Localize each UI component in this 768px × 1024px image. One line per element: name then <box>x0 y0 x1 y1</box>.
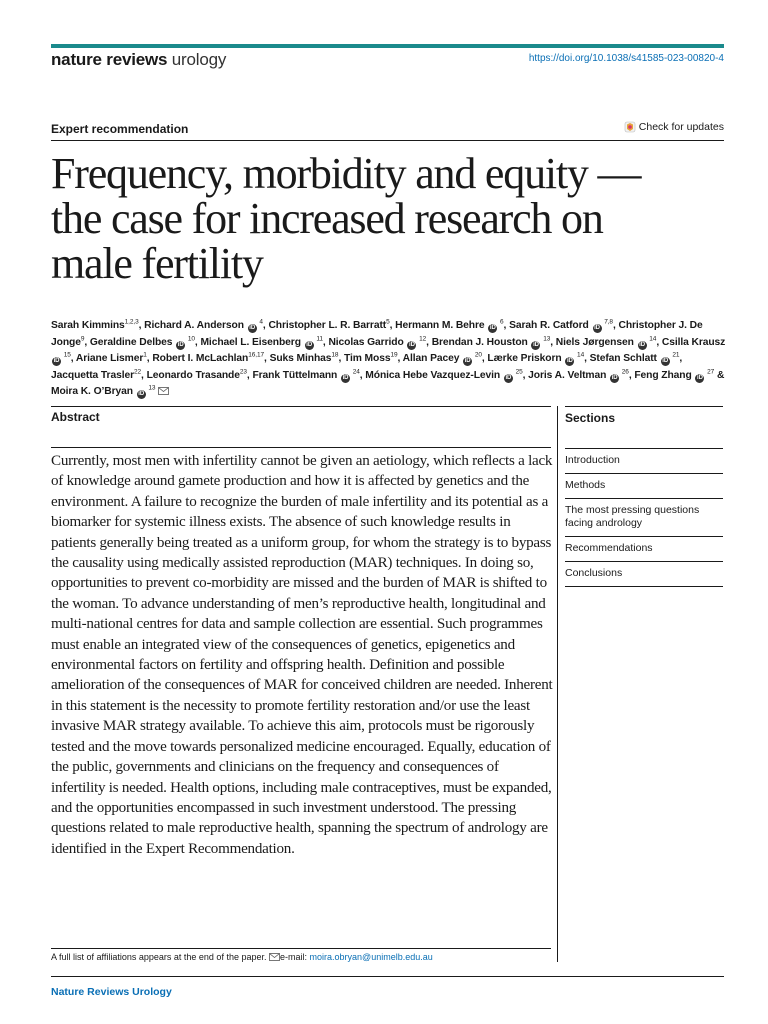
author-affiliation: 23 <box>239 368 247 376</box>
author-entry <box>200 337 322 348</box>
section-link-introduction[interactable]: Introduction <box>565 448 723 473</box>
author-entry <box>51 386 169 397</box>
author-affiliation: 4 <box>257 318 263 326</box>
check-updates-icon <box>624 121 636 133</box>
author-affiliation: 20 <box>473 351 482 359</box>
orcid-icon[interactable]: iD <box>138 391 145 397</box>
section-link-recommendations[interactable]: Recommendations <box>565 536 723 561</box>
author-name[interactable]: Sarah R. Catford <box>509 320 589 331</box>
author-name[interactable]: Michael L. Eisenberg <box>200 336 301 348</box>
author-affiliation: 7,8 <box>602 318 613 326</box>
author-entry <box>403 353 482 364</box>
orcid-icon[interactable]: iD <box>639 341 645 348</box>
author-name[interactable]: Allan Pacey <box>402 353 460 364</box>
author-affiliation: 19 <box>390 351 398 359</box>
journal-name-bold: nature reviews <box>51 50 168 69</box>
abstract-heading-rule <box>51 447 551 448</box>
orcid-icon[interactable]: iD <box>566 358 573 364</box>
author-entry <box>432 337 551 348</box>
orcid-icon[interactable]: iD <box>306 341 313 348</box>
orcid-icon[interactable]: iD <box>662 358 669 364</box>
orcid-icon[interactable]: iD <box>505 374 512 381</box>
author-affiliation: 10 <box>186 335 195 343</box>
author-affiliation: 21 <box>670 351 680 359</box>
column-divider <box>557 406 558 962</box>
journal-name <box>51 50 226 70</box>
author-name[interactable]: Jacquetta Trasler <box>51 369 135 381</box>
author-name[interactable]: Frank Tüttelmann <box>252 369 338 381</box>
author-affiliation: 1 <box>143 351 147 359</box>
author-name[interactable]: Hermann M. Behre <box>395 320 485 331</box>
sections-heading: Sections <box>565 411 616 425</box>
orcid-icon[interactable]: iD <box>533 341 539 348</box>
author-entry <box>590 353 680 364</box>
author-entry <box>556 337 657 348</box>
author-name[interactable]: Robert I. McLachlan <box>152 353 249 364</box>
author-name[interactable]: Nicolas Garrido <box>328 336 404 348</box>
author-entry <box>252 370 359 381</box>
author-name[interactable]: Feng Zhang <box>634 369 692 381</box>
author-affiliation: 14 <box>647 335 657 343</box>
abstract-heading: Abstract <box>51 410 100 424</box>
affiliations-footnote <box>51 952 433 962</box>
author-affiliation: 26 <box>620 368 629 376</box>
author-affiliation: 5 <box>386 318 390 326</box>
journal-name-section: urology <box>171 50 227 69</box>
author-affiliation: 27 <box>705 368 715 376</box>
author-affiliation: 11 <box>314 335 323 343</box>
mail-icon[interactable] <box>158 387 169 395</box>
check-for-updates-button[interactable] <box>624 121 724 133</box>
author-name[interactable]: Brendan J. Houston <box>431 336 528 348</box>
author-name[interactable]: Richard A. Anderson <box>144 320 244 331</box>
author-entry <box>51 320 139 331</box>
author-name[interactable]: Mónica Hebe Vazquez-Levin <box>365 369 501 381</box>
author-name[interactable]: Csilla Krausz <box>661 336 726 348</box>
section-link-conclusions[interactable]: Conclusions <box>565 561 723 587</box>
author-affiliation: 13 <box>146 384 156 392</box>
author-entry <box>344 353 398 364</box>
author-affiliation: 22 <box>134 368 142 376</box>
author-name[interactable]: Moira K. O’Bryan <box>51 386 133 397</box>
author-name[interactable]: Tim Moss <box>343 353 391 364</box>
footer-rule <box>51 976 724 977</box>
article-title: Frequency, morbidity and equity — the case for increased research on male fertility <box>51 149 641 288</box>
author-entry <box>270 353 339 364</box>
email-label: e-mail: <box>280 952 308 962</box>
author-entry <box>144 320 263 331</box>
author-list: Sarah Kimmins$^{1,2,3}$, Richard A. Anderson iD $^4$, Christopher L. R. Barratt$^5$, Hermann M. Behre iD $^6$, Sarah R. Catford iD $^{7,8}$, Christopher J. De Jonge$^9$, Geraldine Delbes iD $^{10}$, Michael L. Eisenberg iD $^{11}$, Nicolas Garrido iD $^{12}$, Brendan J. Houston iD $^{13}$, Niels Jørgensen iD $^{14}$, Csilla Krausz iD $^{15}$, Ariane Lismer$^1$, Robert I. McLachlan$^{16,17}$, Suks Minhas$^{18}$, Tim Moss$^{19}$, Allan Pacey iD $^{20}$, Lærke Priskorn iD $^{14}$, Stefan Schlatt iD $^{21}$, Jacquetta Trasler$^{22}$, Leonardo Trasande$^{23}$, Frank Tüttelmann iD $^{24}$, Mónica Hebe Vazquez-Levin iD $^{25}$, Joris A. Veltman iD $^{26}$, Feng Zhang iD $^{27}$ & Moira K. O’Bryan iD $^{13}$ <box>51 318 731 401</box>
header-accent-bar <box>51 44 724 48</box>
author-affiliation: 24 <box>351 368 360 376</box>
author-entry <box>509 320 613 331</box>
author-affiliation: 18 <box>331 351 339 359</box>
author-name[interactable]: Niels Jørgensen <box>555 336 634 348</box>
corresponding-email-link[interactable]: moira.obryan@unimelb.edu.au <box>309 952 433 962</box>
check-for-updates-label: Check for updates <box>638 121 724 133</box>
author-entry <box>395 320 503 331</box>
section-link-pressing-questions[interactable]: The most pressing questions facing andrology <box>565 498 723 536</box>
author-affiliation: 15 <box>62 351 71 359</box>
orcid-icon[interactable]: iD <box>409 341 415 348</box>
sections-panel <box>565 406 723 587</box>
orcid-icon[interactable]: iD <box>53 358 60 364</box>
author-entry <box>365 370 522 381</box>
orcid-icon[interactable]: iD <box>611 374 618 381</box>
orcid-icon[interactable]: iD <box>177 341 184 348</box>
author-name[interactable]: Lærke Priskorn <box>487 353 562 364</box>
header-divider <box>51 140 724 141</box>
author-affiliation: 25 <box>513 368 523 376</box>
author-affiliation: 16,17 <box>248 351 265 359</box>
author-affiliation: 9 <box>80 335 85 343</box>
orcid-icon[interactable]: iD <box>697 374 703 381</box>
author-entry <box>147 370 247 381</box>
author-name[interactable]: Christopher L. R. Barratt <box>268 320 387 331</box>
author-affiliation: 13 <box>541 335 551 343</box>
author-entry <box>528 370 629 381</box>
orcid-icon[interactable]: iD <box>489 325 496 331</box>
author-entry <box>152 353 264 364</box>
author-affiliation: 1,2,3 <box>124 318 139 326</box>
abstract-top-rule <box>51 406 551 407</box>
author-entry <box>487 353 584 364</box>
author-name[interactable]: Geraldine Delbes <box>89 336 173 348</box>
author-affiliation: 6 <box>498 318 504 326</box>
author-entry <box>51 370 141 381</box>
abstract-text: Currently, most men with infertility cannot be given an aetiology, which reflects a lack of knowledge around gamete production and how it is affected by genetics and the environment. A failure to recognize the burden of male infertility and its potential as a biomarker for systemic illness exists. The absence of such knowledge results in patients generally being treated as a uniform group, for whom the strategy is to bypass the causality using medically assisted reproduction (MAR) techniques. In doing so, opportunities to prevent co-morbidity are missed and the burden of MAR is shifted to the woman. To advance understanding of men’s reproductive health, longitudinal and multi-national centres for data and sample collection are essential. Such programmes must enable an integrated view of the consequences of genetics, epigenetics and environmental factors on fertility and offspring health. Definition and possible amelioration of the consequences of MAR for conceived children are needed. Inherent in this statement is the necessity to promote fertility restoration and/or use the least invasive MAR strategy available. To achieve this aim, protocols must be rigorously tested and the move towards personalized medicine encouraged. Equally, education of the public, governments and clinicians on the frequency and consequences of infertility is needed. Health options, including male contraceptives, must be expanded, and the opportunities encompassed in such investment understood. The pressing questions related to male reproductive health, spanning the spectrum of andrology are identified in the Expert Recommendation. <box>51 453 553 857</box>
mail-icon <box>269 953 280 961</box>
author-name[interactable]: Leonardo Trasande <box>146 369 240 381</box>
author-entry <box>268 320 389 331</box>
author-name[interactable]: Ariane Lismer <box>75 353 144 364</box>
orcid-icon[interactable]: iD <box>594 325 600 331</box>
footnote-rule <box>51 948 551 949</box>
author-name[interactable]: Stefan Schlatt <box>589 353 657 364</box>
author-name[interactable]: Joris A. Veltman <box>528 369 607 381</box>
article-type: Expert recommendation <box>51 122 189 136</box>
footnote-text: A full list of affiliations appears at the end of the paper. <box>51 952 267 962</box>
author-name[interactable]: Sarah Kimmins <box>51 320 125 331</box>
author-name[interactable]: Suks Minhas <box>269 353 332 364</box>
author-entry <box>634 370 714 381</box>
author-entry <box>328 337 426 348</box>
author-entry <box>90 337 195 348</box>
orcid-icon[interactable]: iD <box>342 374 349 381</box>
author-entry <box>76 353 147 364</box>
author-affiliation: 12 <box>417 335 427 343</box>
orcid-icon[interactable]: iD <box>464 358 471 364</box>
doi-link[interactable]: https://doi.org/10.1038/s41585-023-00820-4 <box>528 53 724 64</box>
footer-journal-name: Nature Reviews Urology <box>51 986 172 998</box>
author-affiliation: 14 <box>575 351 585 359</box>
section-link-methods[interactable]: Methods <box>565 473 723 498</box>
orcid-icon[interactable]: iD <box>249 325 256 331</box>
author-name[interactable]: Christopher J. De Jonge <box>51 320 703 348</box>
